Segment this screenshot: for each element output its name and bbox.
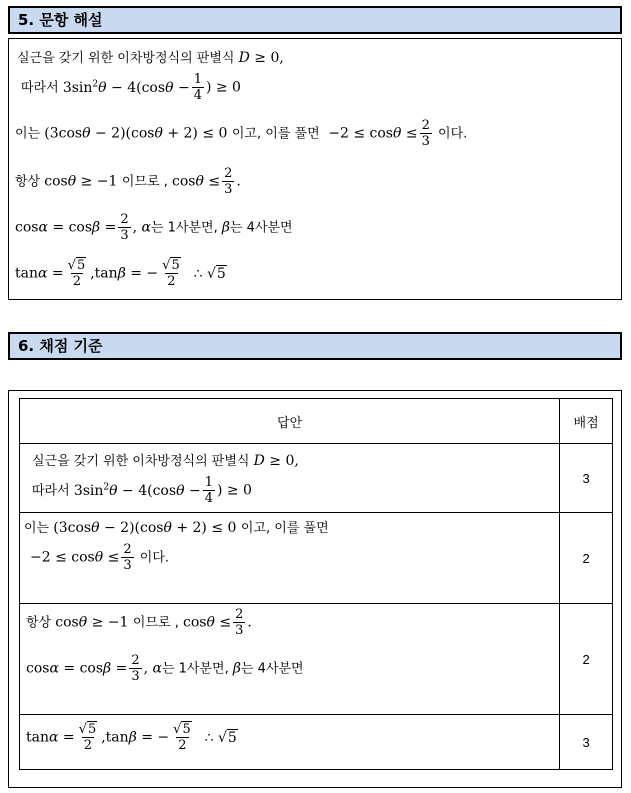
explanation-line-6: tanα = $\frac{√5}{2}$ ,tanβ = − $\frac{√5}{2}$ ∴ √5 (15, 258, 226, 289)
explanation-line-2: 따라서 $3\sin^2\theta - 4(\cos\theta$ − $\frac{1}{4}$ ) ≥ 0 (21, 72, 241, 103)
table-header-row (20, 399, 613, 444)
answer-cell-4: tanα = $\frac{√5}{2}$ ,tanβ = − $\frac{√5}{2}$ ∴ √5 (20, 715, 560, 770)
explanation-line-4: 항상 cosθ ≥ −1 이므로 , cosθ ≤ $\frac{2}{3}$ . (15, 166, 241, 197)
explanation-box (8, 38, 622, 300)
header-points: 배점 (560, 399, 613, 444)
header-answer: 답안 (20, 399, 560, 444)
explanation-line-3: 이는 (3cosθ − 2)(cosθ + 2) ≤ 0 이고, 이를 풀면 −2 ≤ cosθ ≤ $\frac{2}{3}$ 이다. (15, 118, 468, 149)
explanation-line-5: cosα = cosβ = $\frac{2}{3}$ , α는 1사분면, β는 4사분면 (15, 212, 293, 243)
section-6-header (8, 332, 622, 360)
points-cell-4: 3 (560, 715, 613, 770)
grading-table (19, 398, 613, 770)
points-cell-3: 2 (560, 604, 613, 715)
points-cell-1: 3 (560, 444, 613, 513)
explanation-line-1: 실근을 갖기 위한 이차방정식의 판별식 D ≥ 0, (17, 50, 284, 66)
answer-cell-1: 실근을 갖기 위한 이차방정식의 판별식 D ≥ 0, 따라서 $3\sin^2\theta - 4(\cos\theta$ − $\frac{1}{4}$ ) ≥ 0 (20, 444, 560, 513)
table-row (20, 604, 613, 715)
section-5-title: 5. 문항 해설 (18, 11, 103, 29)
points-cell-2: 2 (560, 513, 613, 604)
section-5-header (8, 6, 622, 34)
table-row (20, 715, 613, 770)
table-row (20, 444, 613, 513)
table-row (20, 513, 613, 604)
answer-cell-3: 항상 cosθ ≥ −1 이므로 , cosθ ≤ $\frac{2}{3}$ . cosα = cosβ = $\frac{2}{3}$ , α는 1사분면, β는 4사분면 (20, 604, 560, 715)
answer-cell-2: 이는 (3cosθ − 2)(cosθ + 2) ≤ 0 이고, 이를 풀면 −2 ≤ cosθ ≤ $\frac{2}{3}$ 이다. (20, 513, 560, 604)
section-6-title: 6. 채점 기준 (18, 337, 103, 355)
